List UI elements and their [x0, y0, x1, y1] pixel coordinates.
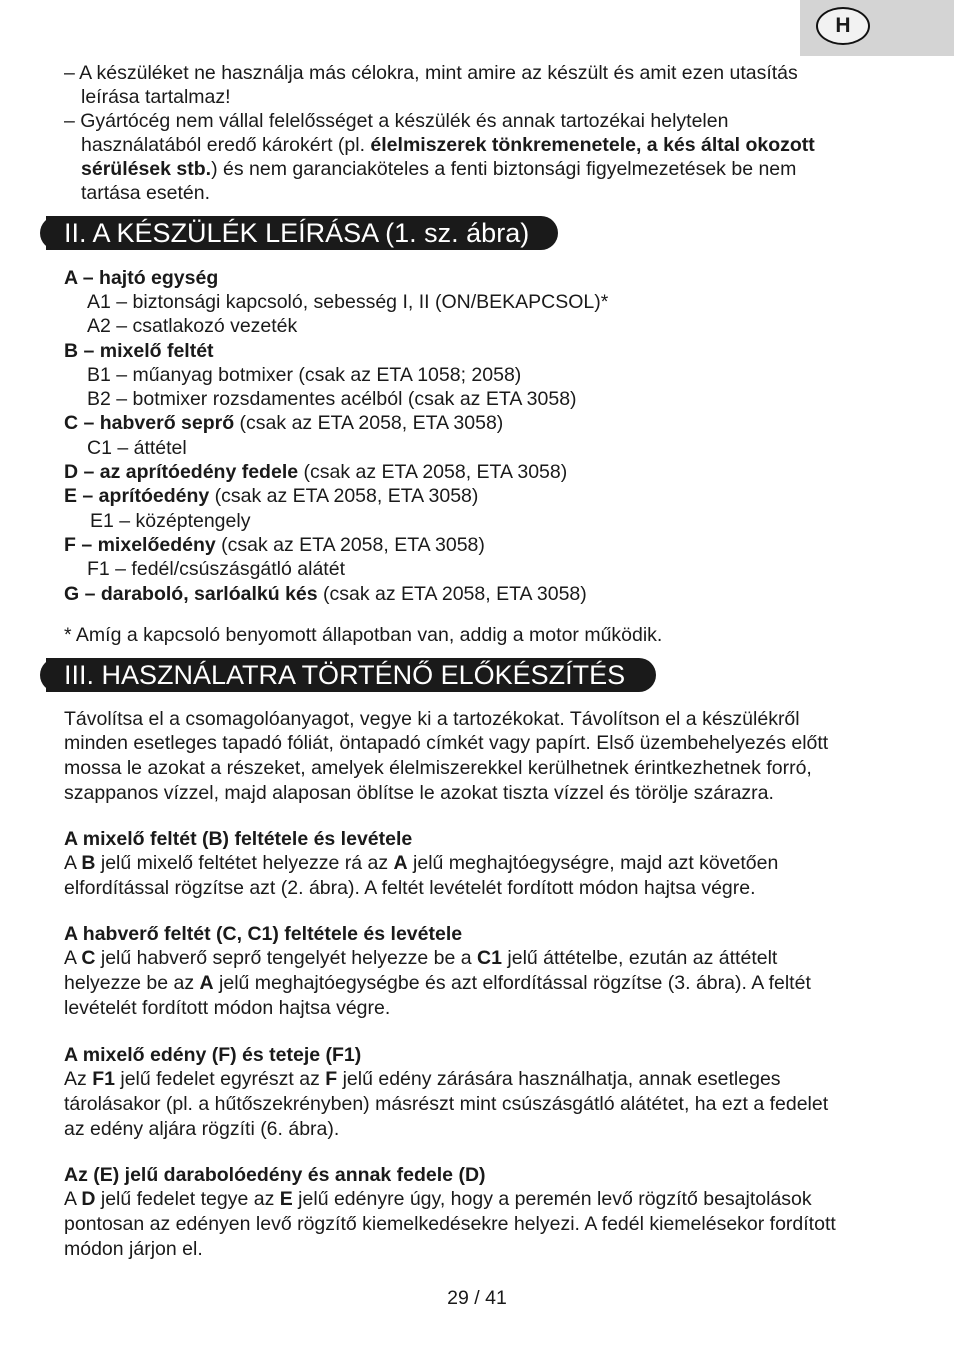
- part-c: C – habverő seprő (csak az ETA 2058, ETA 3058): [64, 412, 504, 434]
- sub1-line-2: elfordítással rögzítse azt (2. ábra). A feltét levételét fordított módon hajtsa végre.: [64, 877, 756, 899]
- part-f1: F1 – fedél/csúszásgátló alátét: [87, 558, 345, 580]
- part-a1: A1 – biztonsági kapcsoló, sebesség I, II (ON/BEKAPCSOL)*: [87, 291, 609, 313]
- part-a2: A2 – csatlakozó vezeték: [87, 315, 298, 337]
- sub2-title: A habverő feltét (C, C1) feltétele és levétele: [64, 923, 463, 945]
- sub1-title: A mixelő feltét (B) feltétele és levétele: [64, 828, 413, 850]
- bullet-2-line-4: tartása esetén.: [81, 182, 210, 204]
- language-tab: [800, 0, 954, 56]
- footnote: * Amíg a kapcsoló benyomott állapotban van, addig a motor működik.: [64, 624, 663, 646]
- part-c1: C1 – áttétel: [87, 437, 187, 459]
- part-e: E – aprítóedény (csak az ETA 2058, ETA 3058): [64, 485, 479, 507]
- bullet-2-line-2: használatából eredő károkért (pl. élelmiszerek tönkremenetele, a kés által okozott: [81, 134, 815, 156]
- sub4-line-1: A D jelű fedelet tegye az E jelű edényre úgy, hogy a peremén levő rögzítő besajtolások: [64, 1188, 812, 1210]
- part-b1: B1 – műanyag botmixer (csak az ETA 1058; 2058): [87, 364, 522, 386]
- language-badge: H: [816, 7, 870, 45]
- intro-line-4: szappanos vízzel, majd alaposan öblítse le azokat tiszta vízzel és törölje szárazra.: [64, 782, 774, 804]
- part-a: A – hajtó egység: [64, 267, 219, 289]
- part-f: F – mixelőedény (csak az ETA 2058, ETA 3058): [64, 534, 485, 556]
- part-e1: E1 – középtengely: [90, 510, 251, 532]
- sub3-line-2: tárolásakor (pl. a hűtőszekrényben) másrészt mint csúszásgátló alátétet, ha ezt a fedelet: [64, 1093, 829, 1115]
- part-d: D – az aprítóedény fedele (csak az ETA 2058, ETA 3058): [64, 461, 568, 483]
- sub4-line-3: módon járjon el.: [64, 1238, 203, 1260]
- sub4-line-2: pontosan az edényen levő rögzítő kiemelkedésekre helyezi. A fedél kiemelésekor fordított: [64, 1213, 836, 1235]
- part-b: B – mixelő feltét: [64, 340, 214, 362]
- sub3-line-3: az edény aljára rögzíti (6. ábra).: [64, 1118, 340, 1140]
- bullet-2-line-3: sérülések stb.) és nem garanciaköteles a fenti biztonsági figyelmezetések be nem: [81, 158, 797, 180]
- bullet-1-line-2: leírása tartalmaz!: [81, 86, 231, 108]
- bullet-1-line-1: – A készüléket ne használja más célokra, mint amire az készült és amit ezen utasítás: [64, 62, 798, 84]
- sub2-line-1: A C jelű habverő seprő tengelyét helyezze be a C1 jelű áttételbe, ezután az áttételt: [64, 947, 778, 969]
- sub3-title: A mixelő edény (F) és teteje (F1): [64, 1044, 362, 1066]
- sub2-line-2: helyezze be az A jelű meghajtóegységbe és azt elfordítással rögzítse (3. ábra). A feltét: [64, 972, 811, 994]
- sub2-line-3: levételét fordított módon hajtsa végre.: [64, 997, 391, 1019]
- sub3-line-1: Az F1 jelű fedelet egyrészt az F jelű edény zárására használhatja, annak esetleges: [64, 1068, 781, 1090]
- intro-line-1: Távolítsa el a csomagolóanyagot, vegye ki a tartozékokat. Távolítson el a készülékről: [64, 708, 800, 730]
- page-number: 29 / 41: [447, 1287, 507, 1309]
- sub4-title: Az (E) jelű darabolóedény és annak fedele (D): [64, 1164, 486, 1186]
- part-g: G – daraboló, sarlóalkú kés (csak az ETA 2058, ETA 3058): [64, 583, 587, 605]
- part-b2: B2 – botmixer rozsdamentes acélból (csak az ETA 3058): [87, 388, 577, 410]
- section-2-heading: II. A KÉSZÜLÉK LEÍRÁSA (1. sz. ábra): [46, 216, 558, 250]
- intro-line-2: minden esetleges tapadó fóliát, öntapadó címkét vagy papírt. Első üzembehelyezés előtt: [64, 732, 829, 754]
- sub1-line-1: A B jelű mixelő feltétet helyezze rá az A jelű meghajtóegységre, majd azt követően: [64, 852, 779, 874]
- section-3-heading: III. HASZNÁLATRA TÖRTÉNŐ ELŐKÉSZÍTÉS: [46, 658, 656, 692]
- bullet-2-line-1: – Gyártócég nem vállal felelősséget a készülék és annak tartozékai helytelen: [64, 110, 729, 132]
- intro-line-3: mossa le azokat a részeket, amelyek élelmiszerekkel kerülhetnek érintkezhetnek forró,: [64, 757, 812, 779]
